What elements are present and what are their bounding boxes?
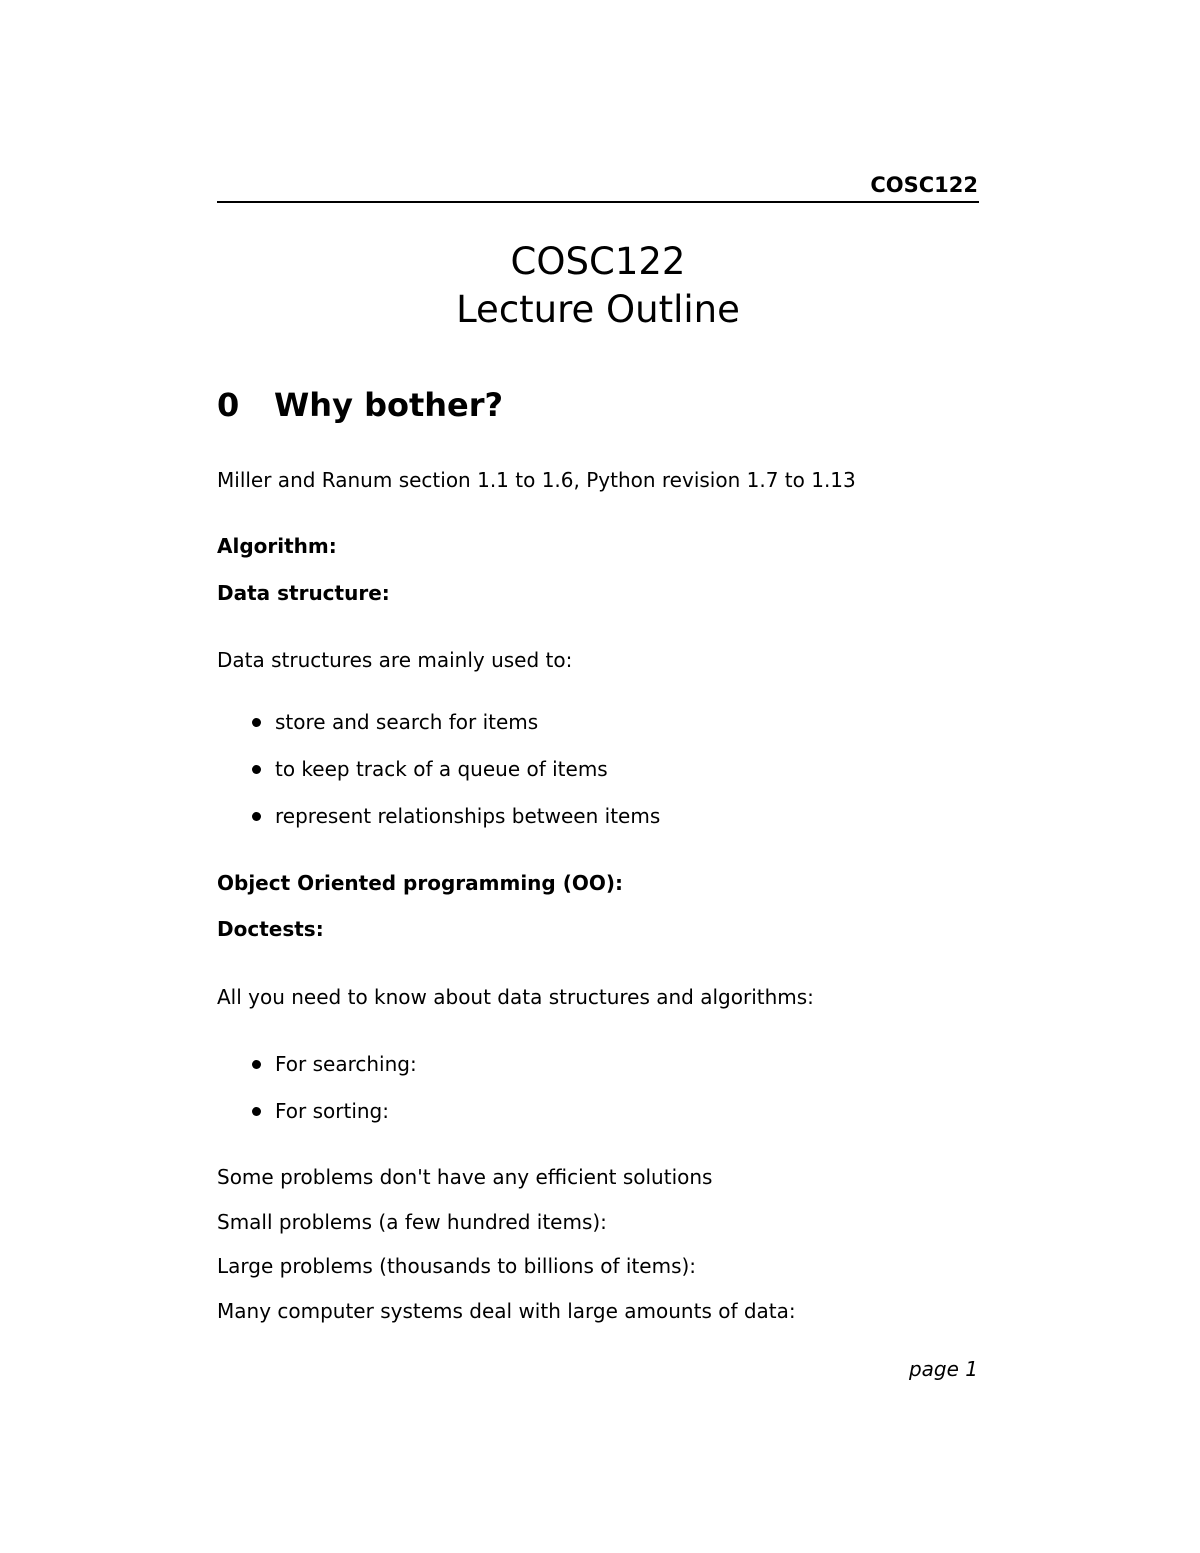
term-oo: Object Oriented programming (OO): [217,871,623,895]
section-number: 0 [217,386,240,424]
running-head: COSC122 [870,173,978,197]
reading-reference: Miller and Ranum section 1.1 to 1.6, Python revision 1.7 to 1.13 [217,468,856,492]
term-doctests: Doctests: [217,917,324,941]
paragraph: Many computer systems deal with large amounts of data: [217,1299,796,1323]
bullet-icon [252,1060,261,1069]
term-algorithm: Algorithm: [217,534,337,558]
ds-intro: Data structures are mainly used to: [217,648,573,672]
bullet-icon [252,718,261,727]
header-rule [217,201,979,203]
know-intro: All you need to know about data structures and algorithms: [217,985,814,1009]
list-item: represent relationships between items [275,804,661,828]
paragraph: Some problems don't have any efficient solutions [217,1165,713,1189]
list-item: For sorting: [275,1099,389,1123]
page-number: page 1 [908,1357,978,1381]
document-subtitle: Lecture Outline [456,288,740,331]
list-item: store and search for items [275,710,539,734]
paragraph: Small problems (a few hundred items): [217,1210,607,1234]
paragraph: Large problems (thousands to billions of items): [217,1254,697,1278]
bullet-icon [252,765,261,774]
term-data-structure: Data structure: [217,581,390,605]
bullet-icon [252,1107,261,1116]
section-title: Why bother? [274,386,504,424]
document-title: COSC122 [510,240,686,283]
bullet-icon [252,812,261,821]
list-item: For searching: [275,1052,417,1076]
list-item: to keep track of a queue of items [275,757,608,781]
